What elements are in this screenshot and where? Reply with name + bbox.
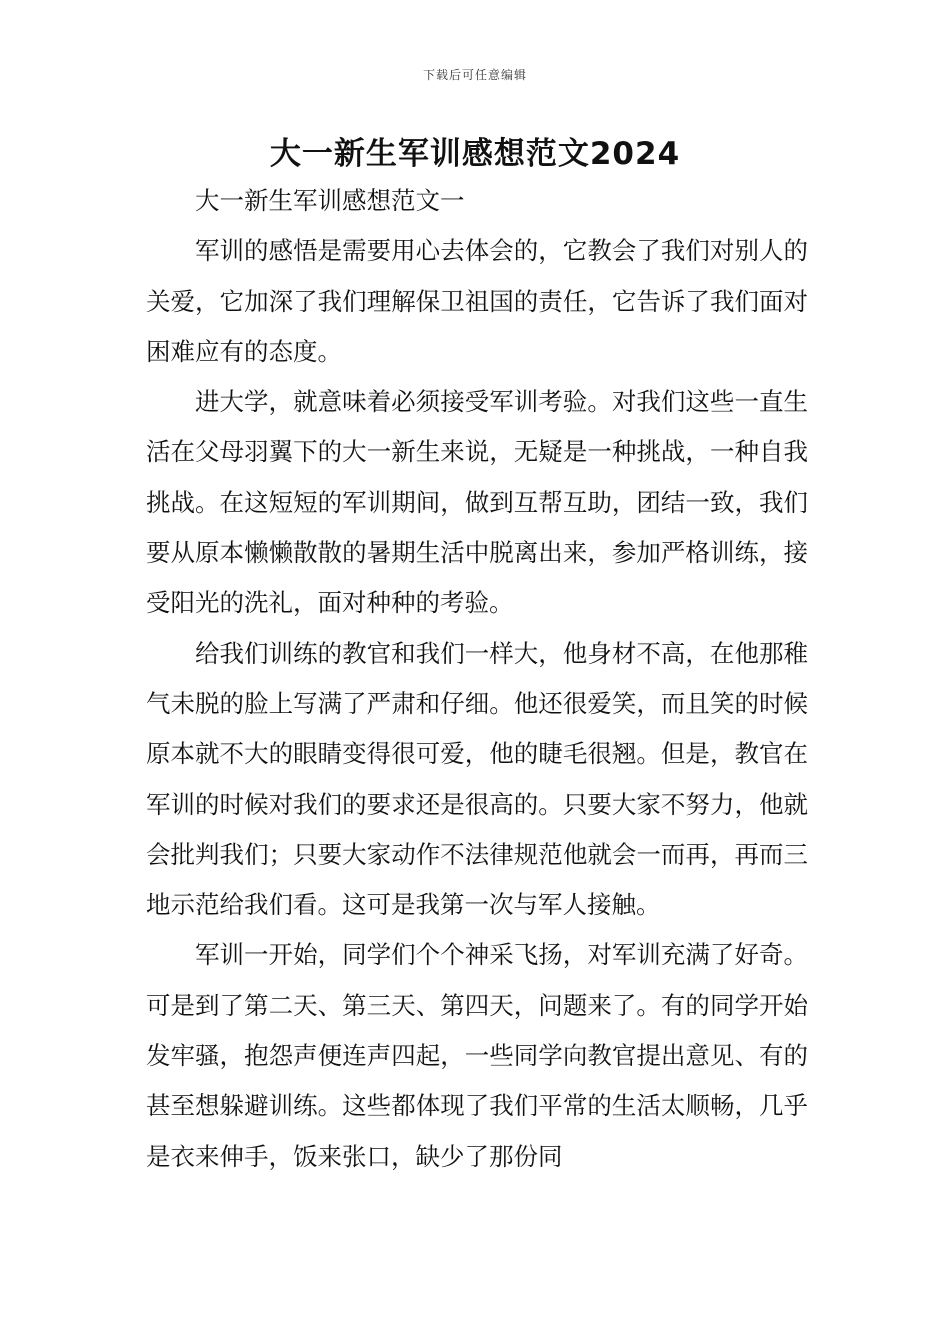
document-body	[146, 176, 808, 1182]
document-title: 大一新生军训感想范文2024	[269, 136, 681, 172]
paragraph: 军训的感悟是需要用心去体会的，它教会了我们对别人的关爱，它加深了我们理解保卫祖国的责任，它告诉了我们面对困难应有的态度。	[146, 236, 808, 366]
header-note: 下载后可任意编辑	[422, 68, 527, 82]
paragraph: 给我们训练的教官和我们一样大，他身材不高，在他那稚气未脱的脸上写满了严肃和仔细。他还很爱笑，而且笑的时候原本就不大的眼睛变得很可爱，他的睫毛很翘。但是，教官在军训的时候对我们的要求还是很高的。只要大家不努力，他就会批判我们；只要大家动作不法律规范他就会一而再，再而三地示范给我们看。这可是我第一次与军人接触。	[146, 638, 808, 920]
paragraph: 军训一开始，同学们个个神采飞扬，对军训充满了好奇。可是到了第二天、第三天、第四天，问题来了。有的同学开始发牢骚，抱怨声便连声四起，一些同学向教官提出意见、有的甚至想躲避训练。这些都体现了我们平常的生活太顺畅，几乎是衣来伸手，饭来张口，缺少了那份同	[146, 940, 808, 1171]
paragraph-subtitle: 大一新生军训感想范文一	[195, 186, 465, 215]
paragraph: 进大学，就意味着必须接受军训考验。对我们这些一直生活在父母羽翼下的大一新生来说，无疑是一种挑战，一种自我挑战。在这短短的军训期间，做到互帮互助，团结一致，我们要从原本懒懒散散的暑期生活中脱离出来，参加严格训练，接受阳光的洗礼，面对种种的考验。	[146, 387, 808, 618]
